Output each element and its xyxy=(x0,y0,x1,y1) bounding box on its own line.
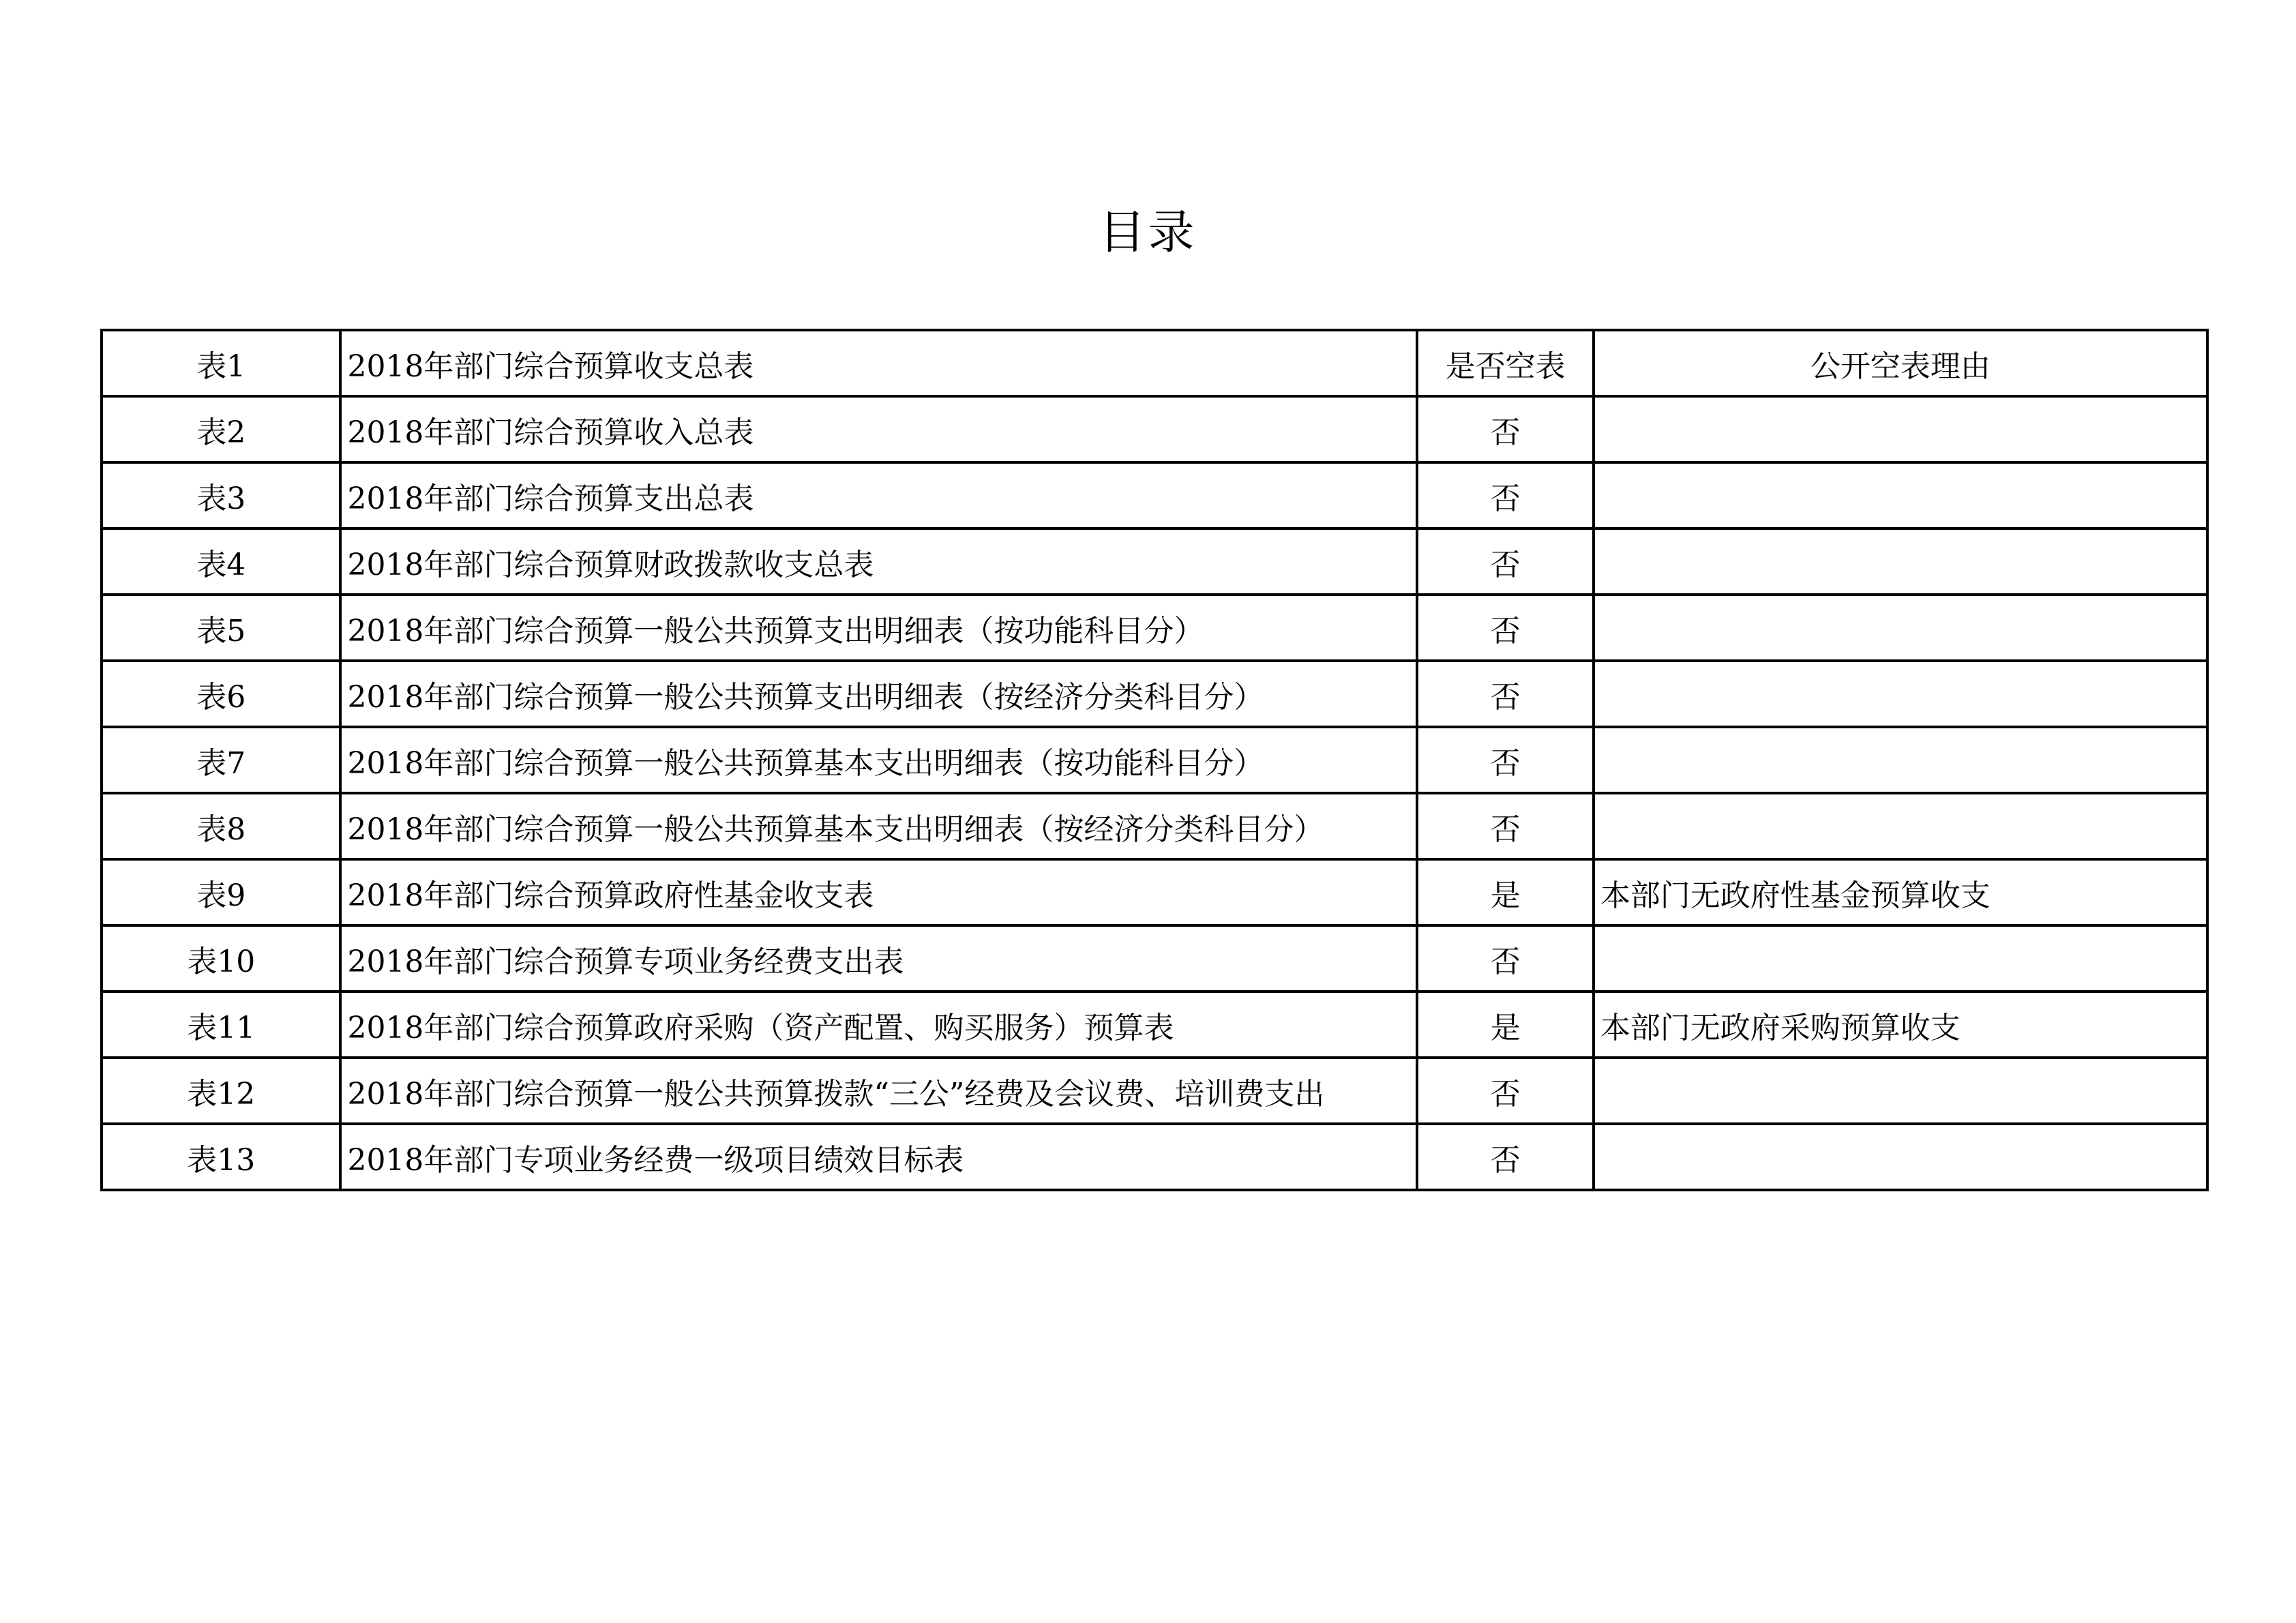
table-row xyxy=(102,727,2207,793)
table-row xyxy=(102,462,2207,528)
table-row xyxy=(102,992,2207,1058)
table-name: 2018年部门综合预算一般公共预算支出明细表（按功能科目分） xyxy=(340,595,1417,661)
table-name: 2018年部门综合预算财政拨款收支总表 xyxy=(340,528,1417,595)
table-name: 2018年部门综合预算一般公共预算基本支出明细表（按经济分类科目分） xyxy=(340,793,1417,859)
empty-reason xyxy=(1594,727,2207,793)
table-number: 表2 xyxy=(102,396,340,462)
table-row xyxy=(102,661,2207,727)
empty-reason xyxy=(1594,595,2207,661)
empty-reason: 本部门无政府性基金预算收支 xyxy=(1594,859,2207,925)
table-number: 表3 xyxy=(102,462,340,528)
table-name: 2018年部门综合预算一般公共预算拨款“三公”经费及会议费、培训费支出 xyxy=(340,1058,1417,1124)
empty-reason xyxy=(1594,1124,2207,1190)
table-number: 表6 xyxy=(102,661,340,727)
is-empty-value: 否 xyxy=(1417,396,1593,462)
empty-reason xyxy=(1594,925,2207,992)
empty-reason xyxy=(1594,462,2207,528)
header-table-name: 2018年部门综合预算收支总表 xyxy=(340,330,1417,396)
is-empty-value: 否 xyxy=(1417,661,1593,727)
table-number: 表7 xyxy=(102,727,340,793)
table-number: 表13 xyxy=(102,1124,340,1190)
header-is-empty: 是否空表 xyxy=(1417,330,1593,396)
table-row xyxy=(102,1058,2207,1124)
is-empty-value: 否 xyxy=(1417,528,1593,595)
is-empty-value: 否 xyxy=(1417,793,1593,859)
is-empty-value: 是 xyxy=(1417,859,1593,925)
table-name: 2018年部门综合预算政府采购（资产配置、购买服务）预算表 xyxy=(340,992,1417,1058)
table-number: 表4 xyxy=(102,528,340,595)
table-row xyxy=(102,925,2207,992)
toc-table xyxy=(100,329,2209,1191)
is-empty-value: 否 xyxy=(1417,1124,1593,1190)
table-name: 2018年部门综合预算一般公共预算支出明细表（按经济分类科目分） xyxy=(340,661,1417,727)
page-title: 目录 xyxy=(1099,206,1197,260)
table-row xyxy=(102,396,2207,462)
table-row xyxy=(102,859,2207,925)
table-row xyxy=(102,595,2207,661)
table-name: 2018年部门专项业务经费一级项目绩效目标表 xyxy=(340,1124,1417,1190)
header-table-number: 表1 xyxy=(102,330,340,396)
header-row xyxy=(102,330,2207,396)
empty-reason: 本部门无政府采购预算收支 xyxy=(1594,992,2207,1058)
table-number: 表12 xyxy=(102,1058,340,1124)
table-row xyxy=(102,528,2207,595)
is-empty-value: 否 xyxy=(1417,595,1593,661)
table-name: 2018年部门综合预算专项业务经费支出表 xyxy=(340,925,1417,992)
is-empty-value: 否 xyxy=(1417,727,1593,793)
is-empty-value: 是 xyxy=(1417,992,1593,1058)
table-row xyxy=(102,1124,2207,1190)
empty-reason xyxy=(1594,793,2207,859)
header-reason: 公开空表理由 xyxy=(1594,330,2207,396)
table-number: 表11 xyxy=(102,992,340,1058)
is-empty-value: 否 xyxy=(1417,1058,1593,1124)
empty-reason xyxy=(1594,1058,2207,1124)
is-empty-value: 否 xyxy=(1417,925,1593,992)
empty-reason xyxy=(1594,661,2207,727)
table-name: 2018年部门综合预算收入总表 xyxy=(340,396,1417,462)
table-number: 表10 xyxy=(102,925,340,992)
table-row xyxy=(102,793,2207,859)
table-name: 2018年部门综合预算政府性基金收支表 xyxy=(340,859,1417,925)
table-number: 表9 xyxy=(102,859,340,925)
empty-reason xyxy=(1594,528,2207,595)
table-number: 表5 xyxy=(102,595,340,661)
table-name: 2018年部门综合预算一般公共预算基本支出明细表（按功能科目分） xyxy=(340,727,1417,793)
empty-reason xyxy=(1594,396,2207,462)
table-name: 2018年部门综合预算支出总表 xyxy=(340,462,1417,528)
table-number: 表8 xyxy=(102,793,340,859)
is-empty-value: 否 xyxy=(1417,462,1593,528)
